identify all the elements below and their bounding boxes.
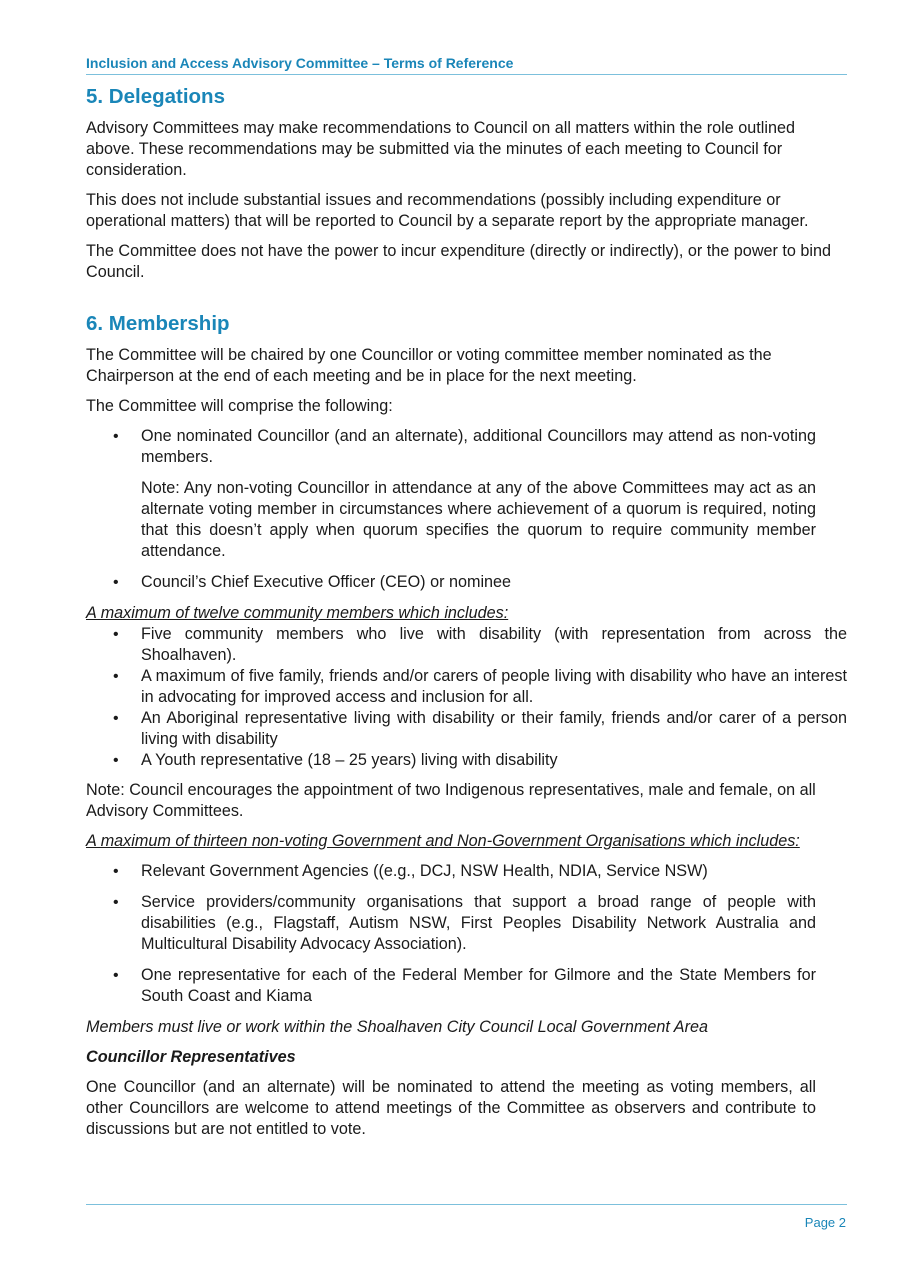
- bullet-icon: •: [113, 428, 119, 445]
- list-item: [86, 892, 816, 955]
- section-heading-delegations: 5. Delegations: [86, 85, 225, 108]
- bullet-icon: •: [113, 752, 119, 769]
- community-members-heading: A maximum of twelve community members which includes:: [86, 604, 509, 622]
- indigenous-note: Note: Council encourages the appointment of two Indigenous representatives, male and female, on all Advisory Committees.: [86, 781, 816, 820]
- list-item-text: One representative for each of the Federal Member for Gilmore and the State Members for South Coast and Kiama: [141, 966, 816, 1005]
- document-body: [86, 84, 847, 1149]
- membership-paragraph-2: The Committee will comprise the following:: [86, 397, 393, 415]
- list-item-text: Relevant Government Agencies ((e.g., DCJ, NSW Health, NDIA, Service NSW): [141, 862, 708, 880]
- organisations-heading: A maximum of thirteen non-voting Government and Non-Government Organisations which includes:: [86, 832, 800, 850]
- list-item: [86, 426, 816, 562]
- bullet-icon: •: [113, 668, 119, 685]
- delegations-paragraph-3: The Committee does not have the power to incur expenditure (directly or indirectly), or the power to bind Council.: [86, 242, 831, 281]
- list-item: [86, 666, 847, 708]
- bullet-icon: •: [113, 894, 119, 911]
- committee-composition-list: [86, 426, 816, 593]
- footer-divider: [86, 1204, 847, 1205]
- list-item: [86, 572, 816, 593]
- list-item: [86, 708, 847, 750]
- list-item-text: A Youth representative (18 – 25 years) living with disability: [141, 751, 558, 769]
- list-item-note: Note: Any non-voting Councillor in attendance at any of the above Committees may act as an alternate voting member in circumstances where achievement of a quorum is required, noting that this doesn’t apply when quorum specifies the quorum to require community member attendance.: [141, 479, 816, 560]
- bullet-icon: •: [113, 574, 119, 591]
- bullet-icon: •: [113, 863, 119, 880]
- list-item-text: Five community members who live with disability (with representation from across the Shoalhaven).: [141, 625, 847, 664]
- document-header: Inclusion and Access Advisory Committee – Terms of Reference: [86, 55, 847, 75]
- list-item-text: A maximum of five family, friends and/or carers of people living with disability who have an interest in advocating for improved access and inclusion for all.: [141, 667, 847, 706]
- list-item-text: An Aboriginal representative living with disability or their family, friends and/or carer of a person living with disability: [141, 709, 847, 748]
- list-item-text: Council’s Chief Executive Officer (CEO) or nominee: [141, 573, 512, 591]
- list-item-text: One nominated Councillor (and an alternate), additional Councillors may attend as non-voting members.: [141, 427, 816, 466]
- membership-paragraph-1: The Committee will be chaired by one Councillor or voting committee member nominated as the Chairperson at the end of each meeting and be in place for the next meeting.: [86, 346, 772, 385]
- list-item: [86, 624, 847, 666]
- list-item-text: Service providers/community organisations that support a broad range of people with disabilities (e.g., Flagstaff, Autism NSW, First Peoples Disability Network Australia and Multicultural Disability Advocacy Association).: [141, 893, 816, 953]
- list-item: [86, 750, 847, 771]
- delegations-paragraph-2: This does not include substantial issues and recommendations (possibly including expenditure or operational matters) that will be reported to Council by a separate report by the appropriate manager.: [86, 191, 809, 230]
- councillor-representatives-heading: Councillor Representatives: [86, 1048, 296, 1066]
- delegations-paragraph-1: Advisory Committees may make recommendations to Council on all matters within the role outlined above. These recommendations may be submitted via the minutes of each meeting to Council for consideration.: [86, 119, 795, 179]
- community-members-list: [86, 624, 847, 771]
- organisations-list: [86, 861, 816, 1007]
- bullet-icon: •: [113, 967, 119, 984]
- bullet-icon: •: [113, 710, 119, 727]
- members-location-requirement: Members must live or work within the Shoalhaven City Council Local Government Area: [86, 1018, 708, 1036]
- list-item: [86, 861, 816, 882]
- bullet-icon: •: [113, 626, 119, 643]
- list-item: [86, 965, 816, 1007]
- page-number: Page 2: [804, 1215, 846, 1230]
- councillor-representatives-text: One Councillor (and an alternate) will be nominated to attend the meeting as voting members, all other Councillors are welcome to attend meetings of the Committee as observers and contribute to discussions but are not entitled to vote.: [86, 1078, 816, 1138]
- section-heading-membership: 6. Membership: [86, 312, 230, 335]
